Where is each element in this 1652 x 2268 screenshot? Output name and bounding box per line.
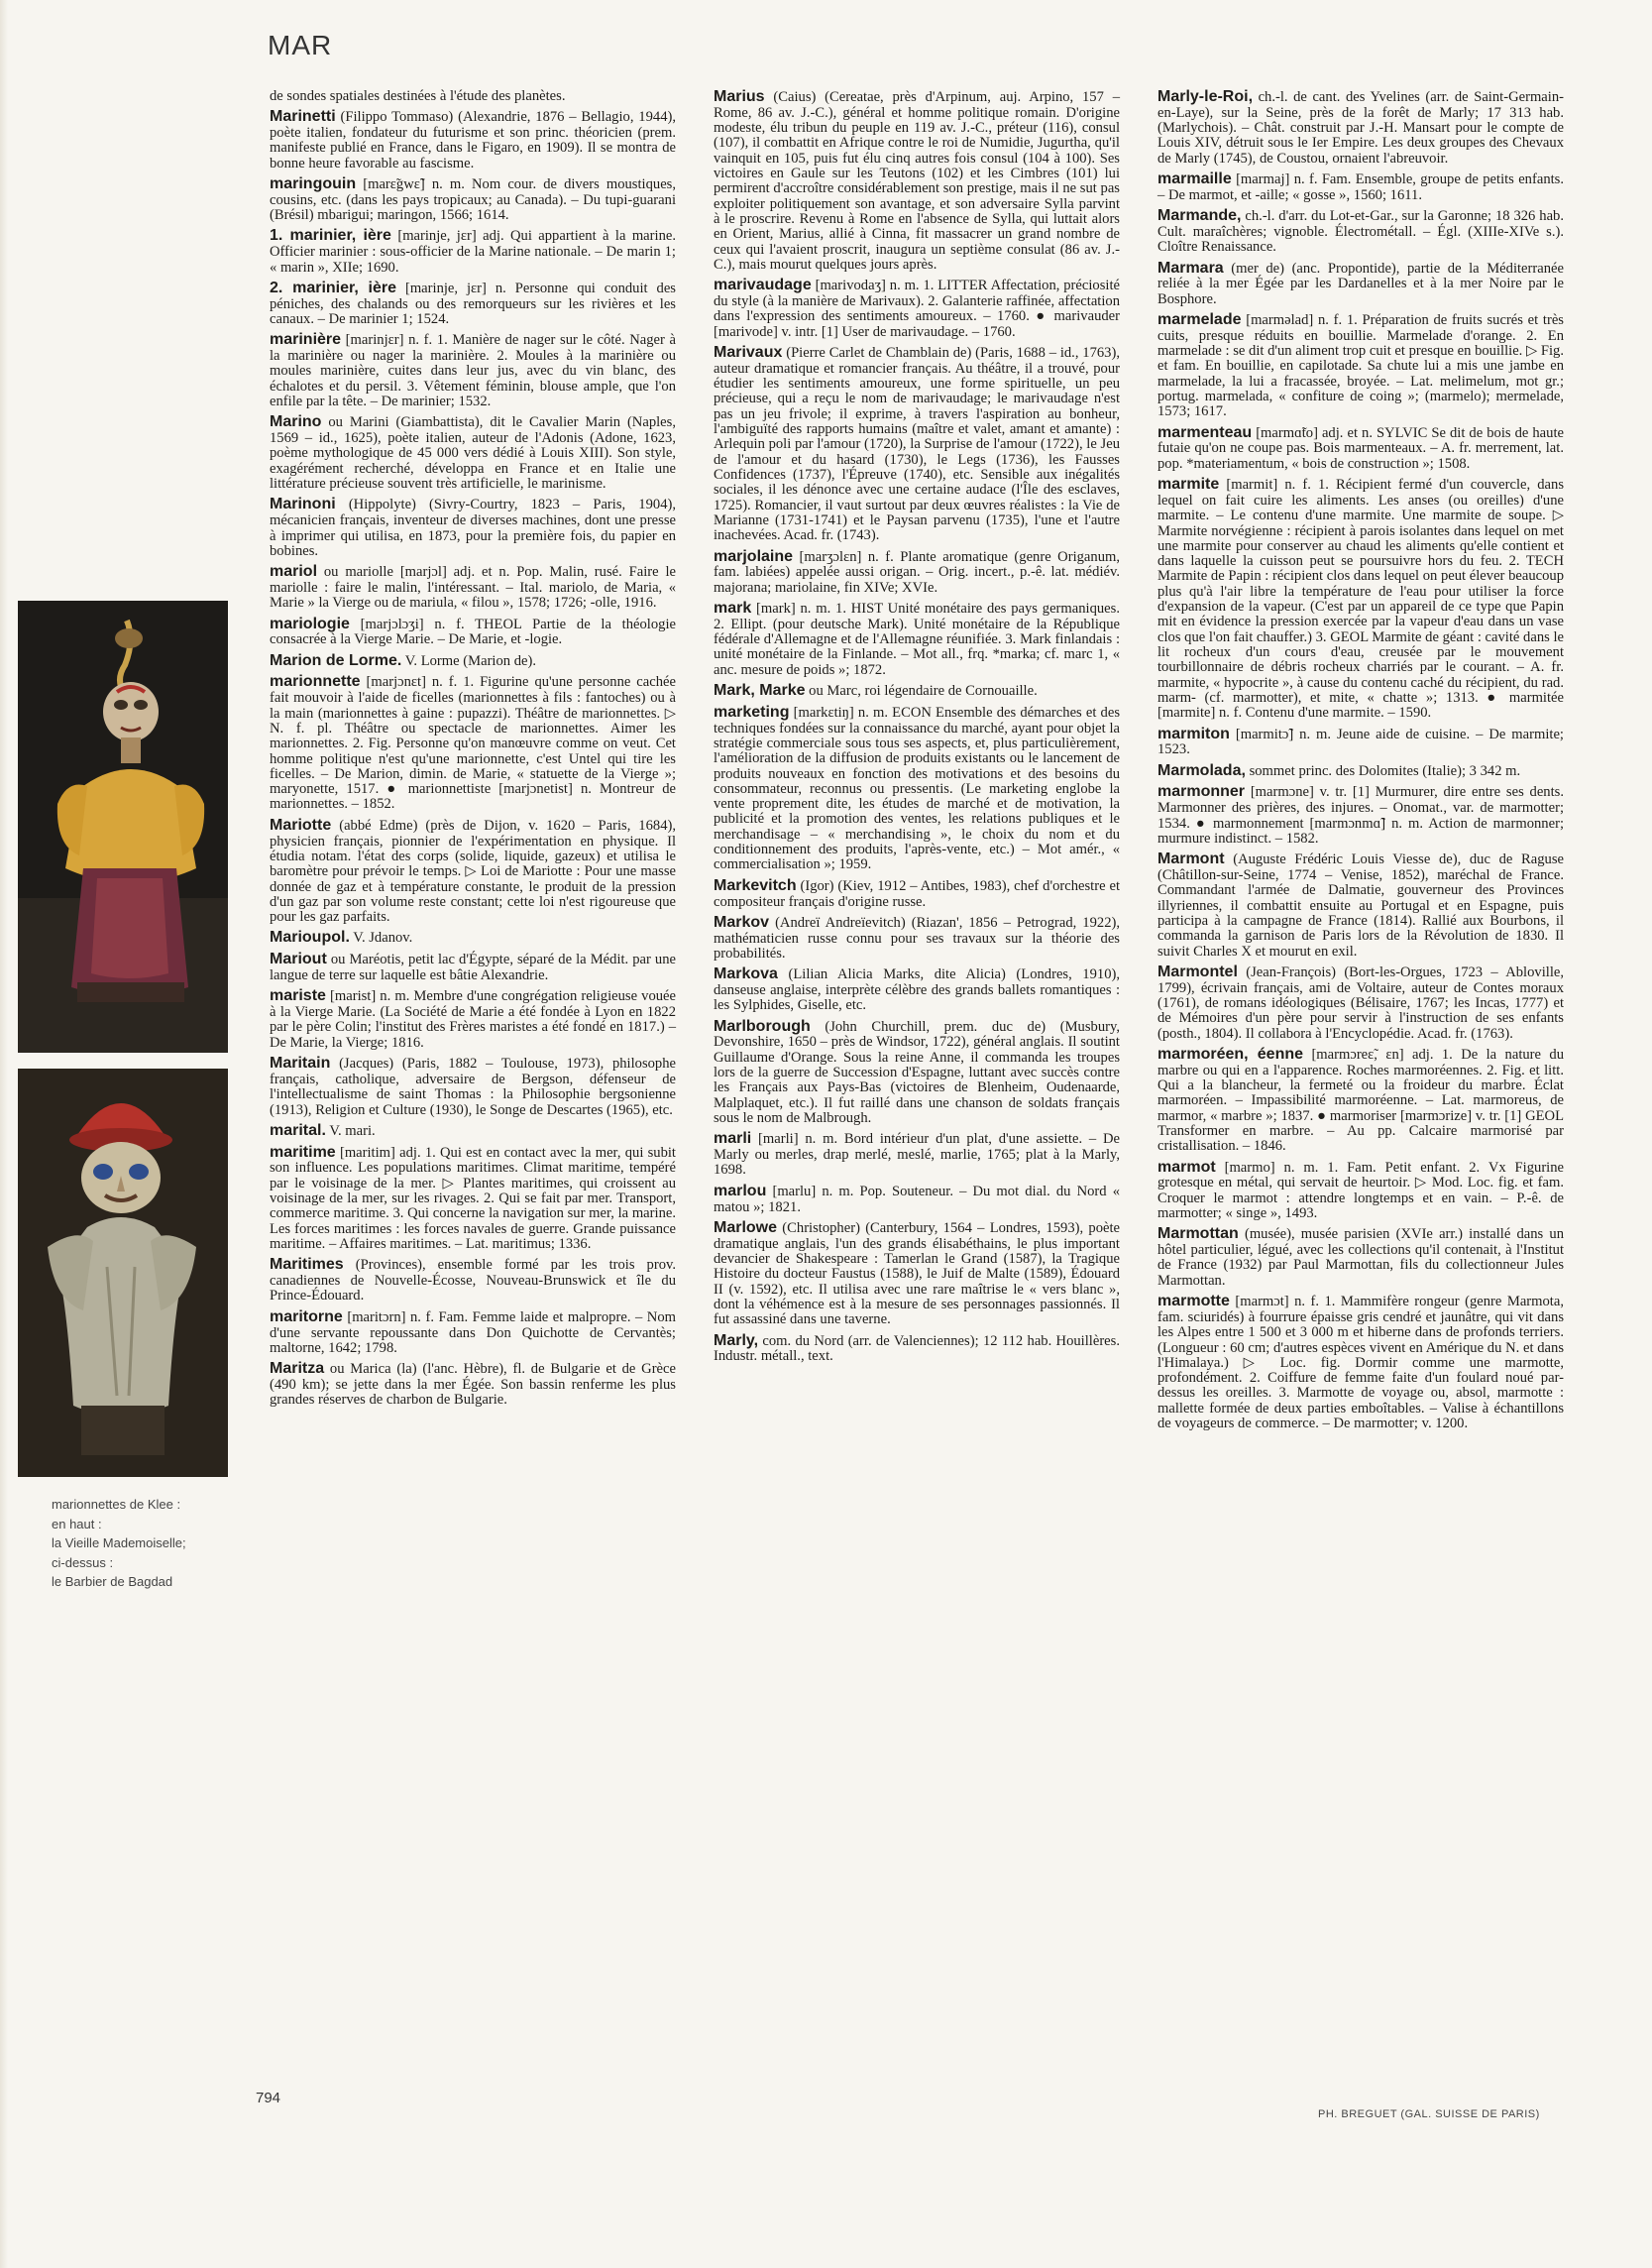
dictionary-entry <box>1157 312 1564 420</box>
caption-line: la Vieille Mademoiselle; <box>52 1535 186 1550</box>
photo-caption <box>52 1495 186 1592</box>
dictionary-entry <box>270 109 676 171</box>
entry-definition: [maritim] adj. 1. Qui est en contact avec la mer, qui subit son influence. Les populations maritimes. Climat maritime, tempéré par le voisinage de la mer. ▷ Plantes maritimes, qui croissent au voisinage de la mer, sur les rivages. 2. Qui se fait par mer. Transport, commerce maritime. 3. Qui concerne la navigation sur mer, la marine. Les forces maritimes : les forces navales de guerre. Grande puissance maritime. – Affaires maritimes. – Lat. maritimus; 1336. <box>270 1144 676 1252</box>
entry-headword: marmonner <box>1157 783 1246 801</box>
entry-headword: marmenteau <box>1157 423 1253 441</box>
entry-definition: [marjɔlɔʒi] n. f. THEOL Partie de la théologie consacrée à la Vierge Marie. – De Marie, et -logie. <box>270 616 676 648</box>
page-number: 794 <box>256 2090 281 2106</box>
dictionary-entry <box>270 1056 676 1118</box>
entry-definition: [marivodaʒ] n. m. 1. LITTER Affectation, préciosité du style (à la manière de Marivaux). 2. Galanterie raffinée, affectation dans l'expression des sentiments amoureux. – 1760. ● marivauder [marivode] v. intr. [1] User de marivaudage. – 1760. <box>714 278 1120 340</box>
entry-definition: [mark] n. m. 1. HIST Unité monétaire des pays germaniques. 2. Ellipt. (pour deutsche Mark). Unité monétaire de la République fédérale d'Allemagne et de l'Allemagne réunifiée. 3. Mark finlandais : unité monétaire de la Finlande. – Mot all., frq. *marka; cf. marc 1, « anc. mesure de poids »; 1872. <box>714 600 1120 678</box>
entry-definition: [marməlad] n. f. 1. Préparation de fruits sucrés et très cuits, presque réduits en bouillie. Marmelade d'orange. 2. En marmelade : se dit d'un aliment trop cuit et presque en bouillie. ▷ Fig. et fam. En bouillie, en capilotade. Sa chute lui a mis une jambe en marmelade, la lui a fracassée, broyée. – Lat. melimelum, mot gr.; portug. marmelada, « confiture de coing »; (marmelo); mermelade, 1573; 1617. <box>1157 312 1564 420</box>
dictionary-entry <box>714 878 1120 910</box>
entry-headword: marivaudage <box>714 277 812 294</box>
entry-definition: (Auguste Frédéric Louis Viesse de), duc de Raguse (Châtillon-sur-Seine, 1774 – Venise, 1852), maréchal de France. Commandant l'armée de Dalmatie, gouverneur des Provinces illyriennes, il combattit ensuite au Portugal et en Espagne, puis participa à la campagne de France (1814). Rallié aux Bourbons, il commanda la garnison de Paris lors de la Révolution de 1830. Il suivit Charles X et mourut en exil. <box>1157 851 1564 960</box>
dictionary-entry <box>1157 1160 1564 1222</box>
entry-headword: mark <box>714 599 752 617</box>
entry-definition: com. du Nord (arr. de Valenciennes); 12 112 hab. Houillères. Industr. métall., text. <box>714 1332 1120 1365</box>
entry-definition: [marmɔreɛ̃, ɛn] adj. 1. De la nature du marbre ou qui en a l'apparence. Roches marmoréennes. 2. Fig. et litt. Qui a la blancheur, la fermeté ou la froideur du marbre. Éclat marmoréen. – Impassibilité marmoréenne. – Lat. marmoreus, de marmor, « marbre »; 1837. ● marmoriser [marmɔrize] v. tr. [1] GEOL Transformer en marbre. – Au pp. Calcaire marmorisé par cristallisation. – 1846. <box>1157 1046 1565 1155</box>
entry-definition: (Igor) (Kiev, 1912 – Antibes, 1983), chef d'orchestre et compositeur français d'origine russe. <box>714 877 1120 910</box>
entry-definition: ou Maréotis, petit lac d'Égypte, séparé de la Médit. par une langue de terre sur laquelle est bâtie Alexandrie. <box>270 952 676 984</box>
entry-definition: [marlu] n. m. Pop. Souteneur. – Du mot dial. du Nord « matou »; 1821. <box>714 1183 1120 1215</box>
entry-definition: (Andreï Andreïevitch) (Riazan', 1856 – Petrograd, 1922), mathématicien russe connu pour ses travaux sur la théorie des probabilités. <box>714 914 1121 962</box>
entry-definition: (Filippo Tommaso) (Alexandrie, 1876 – Bellagio, 1944), poète italien, fondateur du futurisme et son princ. théoricien (prem. manifeste publié en France, dans le Figaro, en 1909). Il se montra de bonne heure favorable au fascisme. <box>270 109 676 171</box>
dictionary-entry <box>714 601 1120 678</box>
entry-headword: marjolaine <box>714 547 794 565</box>
dictionary-entry <box>270 1361 676 1408</box>
entry-headword: Marly, <box>714 1331 759 1349</box>
entry-headword: marinière <box>270 331 342 349</box>
entry-headword: Marinoni <box>270 496 336 513</box>
entry-definition: (Jacques) (Paris, 1882 – Toulouse, 1973), philosophe français, catholique, adversaire de Bergson, défenseur de l'intellectualisme de saint Thomas : la Philosophie bergsonienne (1913), Religion et Culture (1930), le Songe de Descartes (1965), etc. <box>270 1056 676 1118</box>
puppet-photo-bottom <box>18 1069 228 1477</box>
dictionary-entry <box>270 176 676 223</box>
entry-definition: (John Churchill, prem. duc de) (Musbury, Devonshire, 1650 – près de Windsor, 1722), général anglais. Il soutint Guillaume d'Orange. Sous la reine Anne, il commanda les troupes lors de la guerre de Succession d'Espagne, luttant avec succès contre les Français aux Pays-Bas (victoires de Blenheim, Oudenaarde, Malplaquet, etc.). Il fut raillé dans une chanson de soldats français sous le nom de Malbrough. <box>714 1018 1120 1127</box>
entry-definition: ou mariolle [marjɔl] adj. et n. Pop. Malin, rusé. Faire le mariolle : faire le malin, l'intéressant. – Ital. mariolo, de Maria, « Marie » la Vierge ou de mariula, « filou », 1578; 1726; -olle, 1916. <box>270 564 676 612</box>
dictionary-entry <box>270 952 676 983</box>
dictionary-entry <box>270 1123 676 1140</box>
dictionary-entry <box>1157 171 1564 203</box>
dictionary-entry <box>270 89 676 104</box>
dictionary-entry <box>1157 261 1564 307</box>
entry-definition: V. mari. <box>329 1122 376 1139</box>
entry-headword: mariologie <box>270 615 350 632</box>
entry-headword: Marioupol. <box>270 929 350 947</box>
entry-headword: marmoréen, éenne <box>1157 1045 1304 1063</box>
dictionary-entry <box>270 332 676 409</box>
dictionary-entry <box>1157 1047 1564 1155</box>
entry-definition: (musée), musée parisien (XVIe arr.) installé dans un hôtel particulier, légué, avec les collections qu'il contenait, à l'Institut de France (1932) par Paul Marmottan, fils du collectionneur Jules Marmottan. <box>1157 1226 1564 1289</box>
entry-definition: [marmitɔ̃] n. m. Jeune aide de cuisine. – De marmite; 1523. <box>1157 726 1564 758</box>
entry-definition: [marmaj] n. f. Fam. Ensemble, groupe de petits enfants. – De marmot, et -aille; « gosse », 1560; 1611. <box>1157 171 1564 203</box>
puppet-illustration-barbier-de-bagdad <box>18 1069 228 1477</box>
entry-definition: [maritɔrn] n. f. Fam. Femme laide et malpropre. – Nom d'une servante repoussante dans Don Quichotte de Cervantès; maltorne, 1642; 1798. <box>270 1308 676 1356</box>
entry-headword: Marlborough <box>714 1017 811 1035</box>
entry-definition: [marinje, jɛr] n. Personne qui conduit des péniches, des chalands ou des remorqueurs sur les rivières et les canaux. – De marinier 1; 1524. <box>270 280 676 327</box>
caption-line: ci-dessus : <box>52 1554 114 1570</box>
dictionary-entry <box>1157 89 1564 167</box>
puppet-photo-top <box>18 601 228 1053</box>
entry-headword: Marmara <box>1157 259 1224 277</box>
photo-credit: PH. BREGUET (GAL. SUISSE DE PARIS) <box>1318 2108 1540 2120</box>
entry-definition: (Christopher) (Canterbury, 1564 – Londres, 1593), poète dramatique anglais, l'un des grands élisabéthains, le plus important devancier de Shakespeare : Tamerlan le Grand (1587), la Tragique Histoire du docteur Faustus (1588), le Juif de Malte (1589), Édouard II (v. 1592), etc. Il utilisa avec une rare maîtrise le « vers blanc », dont la véhémence est à la mesure de ses personnages passionnés. Il fut assassiné dans une taverne. <box>714 1219 1121 1328</box>
page-edge <box>0 0 8 2268</box>
column-3 <box>1157 89 1564 1436</box>
entry-definition: [marmɔt] n. f. 1. Mammifère rongeur (genre Marmota, fam. sciuridés) à fourrure épaisse gris cendré et jaunâtre, qui vit dans les Alpes entre 1 500 et 3 000 m et hiberne dans de profonds terriers. (Longueur : 60 cm; d'autres espèces vivent en Amérique du N. et dans l'Himalaya.) ▷ Loc. fig. Dormir comme une marmotte, profondément. 2. Coiffure de femme faite d'un foulard noué par-dessus les oreilles. 3. Marmotte de voyage ou, absol, marmotte : mallette formée de deux parties emboîtables. – Valise à échantillons de voyageurs de commerce. – De marmotter; v. 1200. <box>1157 1294 1564 1432</box>
caption-line: en haut : <box>52 1516 102 1531</box>
entry-headword: marmite <box>1157 476 1220 494</box>
entry-definition: [marist] n. m. Membre d'une congrégation religieuse vouée à la Vierge Marie. (La Société de Marie a été fondée à Lyon en 1822 par le père Colin; l'institut des Frères maristes a été fondé en 1817.) – De Marie, la Vierge; 1816. <box>270 988 676 1051</box>
dictionary-entry <box>1157 851 1564 960</box>
running-head: MAR <box>268 30 333 60</box>
entry-definition: (Provinces), ensemble formé par les trois prov. canadiennes de Nouvelle-Écosse, Nouveau-Brunswick et île du Prince-Édouard. <box>270 1257 676 1304</box>
dictionary-entry <box>270 281 676 327</box>
entry-headword: Marivaux <box>714 343 783 361</box>
entry-definition: [marinje, jɛr] adj. Qui appartient à la marine. Officier marinier : sous-officier de la Marine nationale. – De marin 1; « marin », XIIe; 1690. <box>270 228 677 276</box>
entry-definition: (abbé Edme) (près de Dijon, v. 1620 – Paris, 1684), physicien français, pionnier de l'expérimentation en physique. Il étudia notam. l'état des corps (solide, liquide, gazeux) et utilisa le baromètre pour prévoir le temps. ▷ Loi de Mariotte : Pour une masse donnée de gaz et à température constante, le produit de la pression d'un gaz par son volume reste constant; cette loi n'est rigoureuse que pour les gaz parfaits. <box>270 817 676 926</box>
dictionary-entry <box>714 1333 1120 1365</box>
entry-definition: sommet princ. des Dolomites (Italie); 3 342 m. <box>1249 762 1521 779</box>
entry-headword: Mariout <box>270 951 327 968</box>
entry-definition: [marmɔne] v. tr. [1] Murmurer, dire entre ses dents. Marmonner des prières, des injures. – Onomat., var. de marmotter; 1534. ● marmonnement [marmɔnmɑ̃] n. m. Action de marmonner; murmure indistinct. – 1582. <box>1157 784 1564 847</box>
entry-headword: Markevitch <box>714 876 797 894</box>
puppet-illustration-vieille-mademoiselle <box>18 601 228 1053</box>
dictionary-entry <box>714 966 1120 1013</box>
entry-headword: Marion de Lorme. <box>270 651 402 669</box>
dictionary-entry <box>1157 727 1564 758</box>
dictionary-entry <box>1157 208 1564 255</box>
entry-definition: (Jean-François) (Bort-les-Orgues, 1723 – Abloville, 1799), écrivain français, ami de Voltaire, auteur de Contes moraux (1761), de romans idéologiques (Bélisaire, 1767; les Incas, 1777) et de Mémoires d'un père pour servir à l'instruction de ses enfants (posth., 1804). Il collabora à l'Encyclopédie. Acad. fr. (1763). <box>1157 964 1564 1042</box>
entry-headword: Marmande, <box>1157 207 1242 225</box>
entry-headword: Marmontel <box>1157 963 1238 980</box>
entry-headword: Marmottan <box>1157 1225 1239 1243</box>
dictionary-entry <box>270 414 676 492</box>
dictionary-entry <box>270 1145 676 1253</box>
entry-headword: Marius <box>714 88 765 105</box>
entry-headword: Maritain <box>270 1055 331 1073</box>
dictionary-entry <box>1157 763 1564 780</box>
entry-headword: maringouin <box>270 175 357 193</box>
entry-definition: V. Jdanov. <box>353 930 413 947</box>
dictionary-entry <box>270 564 676 611</box>
dictionary-entry <box>1157 1294 1564 1431</box>
entry-headword: marmaille <box>1157 170 1232 188</box>
entry-headword: Maritza <box>270 1360 325 1378</box>
entry-definition: (Lilian Alicia Marks, dite Alicia) (Londres, 1910), danseuse anglaise, interprète célèbre des grands ballets romantiques : les Sylphides, Giselle, etc. <box>714 966 1121 1014</box>
dictionary-entry <box>714 1220 1120 1328</box>
dictionary-entry <box>270 497 676 559</box>
dictionary-entry <box>714 1131 1120 1178</box>
dictionary-entry <box>270 818 676 926</box>
entry-headword: marmelade <box>1157 311 1242 328</box>
dictionary-entry <box>270 653 676 670</box>
entry-headword: Mariotte <box>270 816 332 834</box>
entry-headword: 1. marinier, ière <box>270 227 391 245</box>
dictionary-entry <box>270 617 676 648</box>
dictionary-entry <box>714 345 1120 544</box>
dictionary-entry <box>1157 784 1564 847</box>
dictionary-entry <box>270 1257 676 1304</box>
entry-definition: ou Marica (la) (l'anc. Hèbre), fl. de Bulgarie et de Grèce (490 km); se jette dans la mer Égée. Son bassin renferme les plus grandes réserves de charbon de Bulgarie. <box>270 1361 676 1409</box>
entry-headword: Marly-le-Roi, <box>1157 88 1254 105</box>
dictionary-entry <box>714 89 1120 273</box>
entry-definition: [markɛtiŋ] n. m. ECON Ensemble des démarches et des techniques fondées sur la connaissance du marché, ayant pour objet la stratégie commerciale sous tous ses aspects, et, plus particulièrement, l'amélioration de la diffusion de produits existants ou le lancement de produits nouveaux en fonction des motivations et des besoins du consommateur, reconnus ou pressentis. (Le marketing englobe la vente proprement dite, les études de marché et de motivation, la publicité et la promotion des ventes, les relations publiques et le merchandisage – « merchandising », le choix du nom et du conditionnement des produits, l'après-vente, etc.) – Mot amér., « commercialisation »; 1959. <box>714 704 1120 873</box>
dictionary-entry <box>270 674 676 812</box>
entry-headword: marionnette <box>270 673 361 691</box>
entry-headword: mariol <box>270 563 318 581</box>
entry-headword: marli <box>714 1130 752 1148</box>
entry-definition: (Caius) (Cereatae, près d'Arpinum, auj. Arpino, 157 – Rome, 86 av. J.-C.), général et homme politique romain. D'origine modeste, élu tribun du peuple en 119 av. J.-C., préteur (116), consul (107), il combattit en Afrique contre le roi de Numidie, Jugurtha, qu'il vainquit en 105, puis fut élu cinq autres fois consul (104 à 100). Ses victoires en Gaule sur les Teutons (102) et les Cimbres (101) lui permirent d'accroître considérablement son prestige, mais il ne sut pas exploiter politiquement son avantage, et son adversaire Sylla parvint à le proscrire. Revenu à Rome en l'absence de Sylla, qui luttait alors en Orient, Marius, allié à Cinna, fit massacrer un grand nombre de ceux qui l'avaient proscrit, inaugura un septième consulat (86 av. J.-C.), mais mourut quelques jours après. <box>714 89 1120 273</box>
column-2 <box>714 89 1120 1370</box>
entry-headword: Marmolada, <box>1157 761 1246 779</box>
dictionary-entry <box>1157 477 1564 721</box>
entry-headword: marmotte <box>1157 1293 1230 1310</box>
caption-line: marionnettes de Klee : <box>52 1497 181 1512</box>
entry-headword: marketing <box>714 703 790 721</box>
entry-definition: [marmit] n. f. 1. Récipient fermé d'un couvercle, dans lequel on fait cuire les aliments. Les anses (ou oreilles) d'une marmite. – Le contenu d'une marmite. Une marmite de soupe. ▷ Marmite norvégienne : récipient à parois isolantes dans lequel on met une marmite pour conserver au chaud les aliments qu'elle contient et dans laquelle la cuisson peut se poursuivre hors du feu. 2. TECH Marmite de Papin : récipient clos dans lequel on peut élever beaucoup plus qu'à l'air libre la température de l'eau pour utiliser la force d'expansion de la vapeur. (C'est par un appareil de ce type que Papin mit en évidence la pression exercée par la vapeur d'eau dans un vase clos que l'on fait chauffer.) 3. GEOL Marmite de géant : cavité dans le lit rocheux d'un cours d'eau, creusée par le mouvement tourbillonnaire de débris rocheux charriés par le courant. – A. fr. marmite, « hypocrite », à cause du contenu caché du récipient, du rad. marm- (cf. marmotter), et mite, « chatte »; 1313. ● marmitée [marmite] n. f. Contenu d'une marmite. – 1590. <box>1157 477 1564 722</box>
dictionary-entry <box>1157 964 1564 1042</box>
dictionary-entry <box>1157 425 1564 472</box>
dictionary-entry <box>714 1019 1120 1127</box>
entry-definition: [marjɔnɛt] n. f. 1. Figurine qu'une personne cachée fait mouvoir à l'aide de ficelles (marionnettes à fils : fantoches) ou à la main (marionnettes à gaine : pupazzi). Théâtre de marionnettes. ▷ N. f. pl. Théâtre ou spectacle de marionnettes. Aimer les marionnettes. 2. Fig. Personne qu'on manœuvre comme on veut. Cet homme politique n'est qu'une marionnette, c'est Untel qui tire les ficelles. – De Marion, dimin. de Marie, « statuette de la Vierge »; maryonette, 1517. ● marionnettiste [marjɔnetist] n. Montreur de marionnettes. – 1852. <box>270 674 676 813</box>
dictionary-entry <box>270 1309 676 1356</box>
entry-definition: [marli] n. m. Bord intérieur d'un plat, d'une assiette. – De Marly ou merles, drap merlé, meslé, marlie, 1765; plat à la Marly, 1698. <box>714 1131 1120 1179</box>
entry-definition: V. Lorme (Marion de). <box>404 652 537 669</box>
entry-headword: Marmont <box>1157 850 1225 868</box>
entry-headword: Marlowe <box>714 1218 778 1236</box>
entry-definition: [marinjɛr] n. f. 1. Manière de nager sur le côté. Nager à la marinière ou nager la marinière. 2. Moules à la marinière ou moules marinière, cuites dans leur jus, avec du vin blanc, des échalotes et du persil. 3. Vêtement féminin, blouse ample, que l'on enfile par la tête. – De marinier; 1532. <box>270 332 676 410</box>
entry-headword: marmot <box>1157 1158 1216 1176</box>
entry-definition: [marɛ̃gwɛ̃] n. m. Nom cour. de divers moustiques, cousins, etc. (dans les pays tropicaux; au Canada). – Du tupi-guarani (Brésil) mbarigui; maringon, 1566; 1614. <box>270 176 676 224</box>
entry-definition: (Pierre Carlet de Chamblain de) (Paris, 1688 – id., 1763), auteur dramatique et romancier français. Au théâtre, il a trouvé, pour étudier les sentiments amoureux, une forme spirituelle, un peu précieuse, qui a reçu le nom de marivaudage; le marivaudage n'est pas un jeu frivole; il exprime, à travers l'aspiration au bonheur, l'ambiguïté des rapports humains (maître et valet, amant et amante) : Arlequin poli par l'amour (1720), la Surprise de l'amour (1722), le Jeu de l'amour et du hasard (1730), le Legs (1736), les Fausses Confidences (1737), l'Épreuve (1740), etc. Sensible aux inégalités sociales, il les dénonce avec une certaine audace (l'Île des esclaves, 1725). Romancier, il vaut surtout par deux œuvres réalistes : la Vie de Marianne (1731-1741) et le Paysan parvenu (1735), l'une et l'autre inachevées. Acad. fr. (1743). <box>714 344 1120 544</box>
entry-definition: ch.-l. de cant. des Yvelines (arr. de Saint-Germain-en-Laye), sur la Seine, près de la forêt de Marly; 17 313 hab. (Marlychois). – Chât. construit par J.-H. Mansart pour le compte de Louis XIV, détruit sous le Ier Empire. Les deux groupes des Chevaux de Marly (1745), de Coustou, ornaient l'abreuvoir. <box>1157 89 1564 167</box>
dictionary-entry <box>1157 1226 1564 1289</box>
entry-definition: (mer de) (anc. Propontide), partie de la Méditerranée reliée à la mer Égée par les Dardanelles et à la mer Noire par le Bosphore. <box>1157 260 1564 307</box>
entry-definition: [marmɑ̃to] adj. et n. SYLVIC Se dit de bois de haute futaie qu'on ne coupe pas. Bois marmenteaux. – A. fr. merrement, lat. pop. *materiamentum, « bois de construction »; 1508. <box>1157 424 1564 472</box>
entry-definition: ou Marini (Giambattista), dit le Cavalier Marin (Naples, 1569 – id., 1625), poète italien, auteur de l'Adonis (Adone, 1623, poème mythologique de 45 000 vers dédié à Louis XIII). Son style, exagérément recherché, développa en France et en Italie une littérature précieuse souvent très artificielle, le marinisme. <box>270 414 676 493</box>
entry-definition: de sondes spatiales destinées à l'étude des planètes. <box>270 88 566 104</box>
entry-headword: marlou <box>714 1182 767 1199</box>
column-1 <box>270 89 676 1414</box>
entry-headword: maritime <box>270 1143 336 1161</box>
entry-headword: mariste <box>270 987 326 1005</box>
dictionary-entry <box>270 228 676 275</box>
entry-headword: Maritimes <box>270 1256 344 1274</box>
dictionary-entry <box>714 278 1120 340</box>
entry-headword: marmiton <box>1157 725 1230 742</box>
entry-headword: Markova <box>714 965 778 983</box>
dictionary-entry <box>714 705 1120 873</box>
dictionary-entry <box>270 930 676 947</box>
entry-headword: Markov <box>714 913 770 931</box>
entry-headword: Marino <box>270 413 322 431</box>
entry-definition: [marmo] n. m. 1. Fam. Petit enfant. 2. Vx Figurine grotesque en métal, qui servait de heurtoir. ▷ Mod. Loc. fig. et fam. Croquer le marmot : attendre longtemps et en vain. – P.-ê. de marmotter; « singe », 1493. <box>1157 1159 1565 1222</box>
dictionary-entry <box>270 988 676 1051</box>
dictionary-entry <box>714 1184 1120 1215</box>
dictionary-entry <box>714 915 1120 962</box>
entry-headword: marital. <box>270 1121 326 1139</box>
dictionary-entry <box>714 549 1120 596</box>
entry-headword: 2. marinier, ière <box>270 279 397 296</box>
caption-line: le Barbier de Bagdad <box>52 1574 173 1589</box>
entry-definition: (Hippolyte) (Sivry-Courtry, 1823 – Paris, 1904), mécanicien français, inventeur de diverses machines, dont une presse à imprimer qui utilisa, en 1873, pour la première fois, du papier en bobines. <box>270 497 676 559</box>
entry-headword: Marinetti <box>270 108 336 126</box>
dictionary-entry <box>714 683 1120 700</box>
entry-headword: Mark, Marke <box>714 681 806 699</box>
entry-headword: maritorne <box>270 1307 343 1325</box>
entry-definition: ou Marc, roi légendaire de Cornouaille. <box>809 682 1038 699</box>
entry-definition: [marʒɔlɛn] n. f. Plante aromatique (genre Origanum, fam. labiées) appelée aussi origan. – Orig. incert., p.-ê. lat. médiév. majorana; mariolaine, fin XIVe; XVIe. <box>714 548 1120 596</box>
entry-definition: ch.-l. d'arr. du Lot-et-Gar., sur la Garonne; 18 326 hab. Cult. maraîchères; vignoble. Électrométall. – Égl. (XIIIe-XIVe s.). Cloître Renaissance. <box>1157 208 1564 256</box>
